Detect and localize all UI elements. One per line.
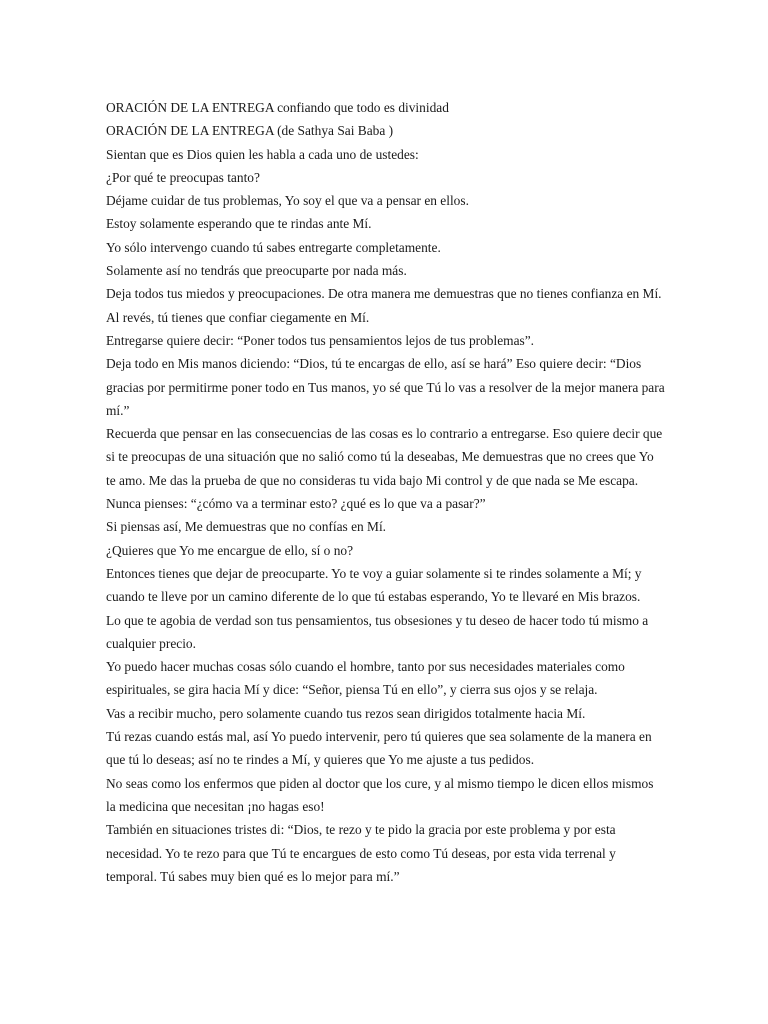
paragraph: Recuerda que pensar en las consecuencias de las cosas es lo contrario a entregarse. Eso quiere decir que si te preocupas de una situación que no salió como tú la deseabas, Me demuestras que no crees que Yo te amo. Me das la prueba de que no consideras tu vida bajo Mi control y de que nada se Me escapa. <box>106 426 663 488</box>
paragraph: Sientan que es Dios quien les habla a cada uno de ustedes: <box>106 146 419 162</box>
paragraph: Lo que te agobia de verdad son tus pensamientos, tus obsesiones y tu deseo de hacer todo tú mismo a cualquier precio. <box>106 612 649 651</box>
paragraph: También en situaciones tristes di: “Dios, te rezo y te pido la gracia por este problema y por esta necesidad. Yo te rezo para que Tú te encargues de esto como Tú deseas, por esta vida terrenal y temporal. Tú sabes muy bien qué es lo mejor para mí.” <box>106 822 616 884</box>
paragraph: Yo puedo hacer muchas cosas sólo cuando el hombre, tanto por sus necesidades materiales como espirituales, se gira hacia Mí y dice: “Señor, piensa Tú en ello”, y cierra sus ojos y se relaja. <box>106 659 625 698</box>
paragraph: Deja todo en Mis manos diciendo: “Dios, tú te encargas de ello, así se hará” Eso quiere decir: “Dios gracias por permitirme poner todo en Tus manos, yo sé que Tú lo vas a resolver de la mejor manera para mí.” <box>106 356 665 418</box>
paragraph: Vas a recibir mucho, pero solamente cuando tus rezos sean dirigidos totalmente hacia Mí. <box>106 705 586 721</box>
document-body <box>106 96 666 888</box>
paragraph: Yo sólo intervengo cuando tú sabes entregarte completamente. <box>106 239 441 255</box>
document-subtitle: ORACIÓN DE LA ENTREGA (de Sathya Sai Baba ) <box>106 123 394 139</box>
paragraph: Nunca pienses: “¿cómo va a terminar esto? ¿qué es lo que va a pasar?” <box>106 496 486 512</box>
paragraph: Tú rezas cuando estás mal, así Yo puedo intervenir, pero tú quieres que sea solamente de la manera en que tú lo deseas; así no te rindes a Mí, y quieres que Yo me ajuste a tus pedidos. <box>106 729 652 768</box>
paragraph: Estoy solamente esperando que te rindas ante Mí. <box>106 216 372 232</box>
paragraph: ¿Por qué te preocupas tanto? <box>106 169 260 185</box>
paragraph: Al revés, tú tienes que confiar ciegamente en Mí. <box>106 309 370 325</box>
document-title: ORACIÓN DE LA ENTREGA confiando que todo es divinidad <box>106 100 449 115</box>
paragraph: ¿Quieres que Yo me encargue de ello, sí o no? <box>106 542 354 558</box>
paragraph: Déjame cuidar de tus problemas, Yo soy el que va a pensar en ellos. <box>106 193 469 209</box>
paragraph: Solamente así no tendrás que preocuparte por nada más. <box>106 263 407 279</box>
paragraph: Si piensas así, Me demuestras que no confías en Mí. <box>106 519 387 535</box>
paragraph: Entregarse quiere decir: “Poner todos tus pensamientos lejos de tus problemas”. <box>106 332 535 348</box>
paragraph: Entonces tienes que dejar de preocuparte. Yo te voy a guiar solamente si te rindes solamente a Mí; y cuando te lleve por un camino diferente de lo que tú estabas esperando, Yo te llevaré en Mis brazos. <box>106 565 642 605</box>
paragraph: Deja todos tus miedos y preocupaciones. De otra manera me demuestras que no tienes confianza en Mí. <box>106 286 662 302</box>
paragraph: No seas como los enfermos que piden al doctor que los cure, y al mismo tiempo le dicen ellos mismos la medicina que necesitan ¡no hagas eso! <box>106 775 654 814</box>
